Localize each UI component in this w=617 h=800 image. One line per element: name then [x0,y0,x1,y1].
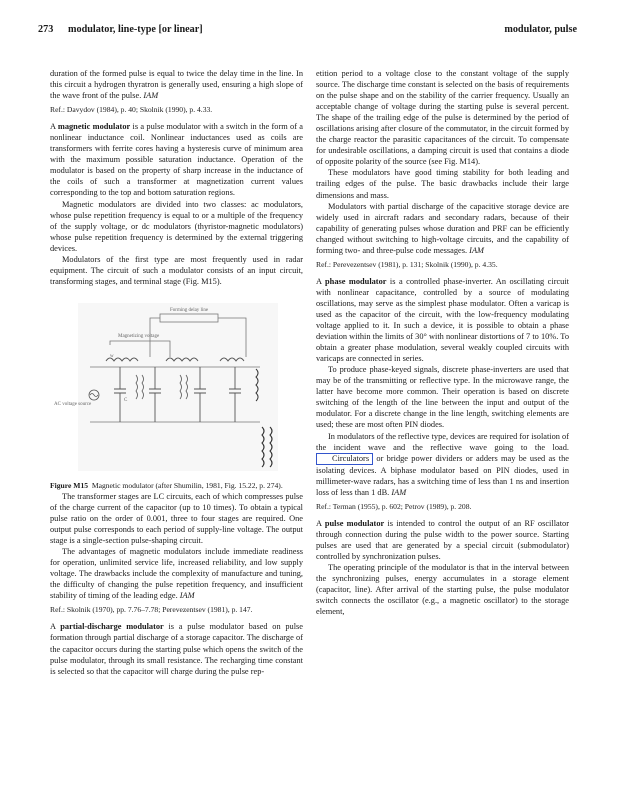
label-w: w [110,353,114,359]
reference: Ref.: Skolnik (1970), pp. 7.76–7.78; Perevezentsev (1981), p. 147. [50,605,253,615]
page-header [38,24,577,40]
label-c: C [124,397,128,403]
reference: Ref.: Perevezentsev (1981), p. 131; Skolnik (1990), p. 4.35. [316,259,498,269]
running-head-right: modulator, pulse [504,24,577,35]
author-initials: IAM [391,487,407,497]
right-column [316,68,569,617]
paragraph: In modulators of the reflective type, devices are required for isolation of the incident wave and the reflective wave going to the load. Circulators or bridge power dividers or adders may be used as the isolating devices. A biphase modulator based on PIN diodes, used in millimeter-wave radars, has a switching time of less than 1 ns and insertion loss of less than 1 dB. IAM [316,431,569,497]
page-number: 273 [38,24,54,35]
label-ac-source: AC voltage source [54,401,92,407]
paragraph: etition period to a voltage close to the constant voltage of the supply source. The discharge time constant is selected on the basis of requirements on the pulse shape and on the stability of the carrier frequency. Usually an acceptable change of voltage during the starting pulse is several percent. The shape of the trailing edge of the pulse is determined by the period of oscillations arising after closure of the commutator, in the circuit formed by the charge reactor the parasitic capacitances of the circuit. To compensate for undesirable oscillations, a damping circuit is used that contains a diode of opposite polarity of the source (see Fig. M14). [316,69,569,167]
circulators-link[interactable]: Circulators [316,453,373,465]
figure-m15 [50,297,303,477]
paragraph: The operating principle of the modulator is that in the interval between the synchronizing pulses, energy accumulates in a storage element (capacitor, line). After arrival of the starting pulse, the pulse modulator switch connects the oscillator (e.g., a magnetic oscillator) to the storage element, [316,562,569,617]
reference: Ref.: Terman (1955), p. 602; Petrov (1989), p. 208. [316,501,472,511]
paragraph: Magnetic modulators are divided into two classes: ac modulators, whose pulse repetition frequency is equal to or a multiple of the frequency of the supply voltage, or dc modulators (thyristor-magnetic modulators) whose pulse repetition frequency is determined by the external triggering devices. [50,199,303,253]
running-head-left: modulator, line-type [or linear] [68,24,203,35]
label-magnetizing-voltage: Magnetizing voltage [118,333,160,339]
entry-term: magnetic modulator [57,122,131,132]
label-forming-delay-line: Forming delay line [170,307,209,313]
entry-partial-discharge-modulator: A partial-discharge modulator is a pulse modulator based on pulse formation through partial discharge of a storage capacitor. The discharge of the capacitor occurs during the starting pulse which opens the switch of the pulse modulator, through its small resistance. The recharging time constant is selected so that the capacitor will charge during the pulse rep- [50,622,303,676]
circuit-diagram [50,297,303,477]
figure-caption: Figure M15 Magnetic modulator (after Shumilin, 1981, Fig. 15.22, p. 274). [50,480,283,490]
paragraph: The advantages of magnetic modulators include immediate readiness for operation, unlimited service life, increased reliability, and low supply voltage. The drawbacks include the complexity of manufacture and tuning, the difficulty of changing the pulse repetition frequency, and insufficient stability of timing of the leading edge. IAM [50,547,303,601]
entry-term: partial-discharge modulator [60,622,164,632]
paragraph: The transformer stages are LC circuits, each of which compresses pulse of the charge current of the capacitor (up to 10 times). To obtain a typical pulse ratio on the order of 0.001, three to four stages are required. One output pulse corresponds to each period of supply-line voltage. The output stage is a single-section pulse-shaping circuit. [50,491,303,546]
entry-pulse-modulator: A pulse modulator is intended to control the output of an RF oscillator through connection during the pulse width to the power source. Starting pulses are used that are generated by a special circuit (submodulator) controlled by synchronization pulses. [316,518,569,561]
entry-term: pulse modulator [324,518,385,528]
reference: Ref.: Davydov (1984), p. 40; Skolnik (1990), p. 4.33. [50,105,213,115]
paragraph: These modulators have good timing stability for both leading and trailing edges of the pulse. The basic drawbacks include their large dimensions and mass. [316,168,569,200]
paragraph: Modulators with partial discharge of the capacitive storage device are widely used in aircraft radars and secondary radars, because of their capability of generating pulses whose duration and PRF can be efficiently changed without switching to high-voltage circuits, and the capability of forming two- and three-pulse code messages. IAM [316,201,569,255]
author-initials: IAM [469,245,484,255]
author-initials: IAM [143,91,159,101]
entry-magnetic-modulator: A magnetic modulator is a pulse modulator with a switch in the form of a nonlinear inductance coil. Nonlinear inductances used as coils are transformers with ferrite cores having a hysteresis curve of minimum area with the maximum possible saturation inductance. Operation of the modulator is based on the property of sharp increase in the inductance of the coils of such a transformer at magnetization current values corresponding to the top and bottom saturation regions. [50,122,304,198]
entry-term: phase modulator [325,276,387,286]
entry-phase-modulator: A phase modulator is a controlled phase-inverter. An oscillating circuit with nonlinear capacitance, controlled by a source of modulating oscillations, may serve as the simplest phase modulator. Often a varicap is used as the capacitor of the circuit, with the low-frequency modulating voltage applied to it. In such a device, it is possible to obtain a phase deviation within the limits of 30° with nonlinear distortions of 7 to 10%. To obtain a greater phase modulation, several weakly coupled circuits with varicaps are connected in series. [316,276,569,364]
paragraph: Modulators of the first type are most frequently used in radar equipment. The circuit of such a modulator consists of an input circuit, transforming stages, and terminal stage (Fig. M15). [50,254,303,286]
paragraph: duration of the formed pulse is equal to twice the delay time in the line. In this circuit a hydrogen thyratron is generally used, ensuring a high slope of the wave front of the pulse. IAM [50,69,303,101]
left-column [50,68,303,677]
paragraph: To produce phase-keyed signals, discrete phase-inverters are used that may be of the transmitting or reflective type. In the microwave range, the latter have become more common. Their operation is based on discrete switching of the length of the line between the input and output of the modulator. For a discrete change in the line length, switching elements are used; these are most often PIN diodes. [316,365,569,430]
author-initials: IAM [179,591,195,601]
